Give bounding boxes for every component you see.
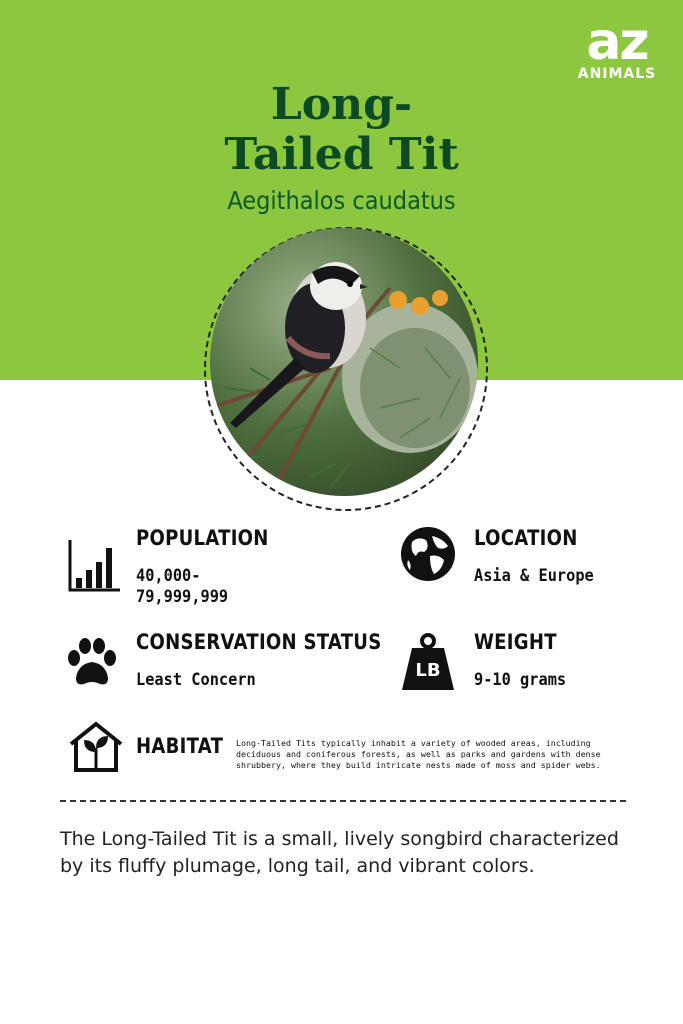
habitat-value: Long-Tailed Tits typically inhabit a variety of wooded areas, including deciduous and coniferous forests, as well as parks and gardens with dense shrubbery, where they build intricate nests made of moss and spider webs. [236,738,601,770]
animal-description: The Long-Tailed Tit is a small, lively songbird characterized by its fluffy plumage, long tail, and vibrant colors. [60,828,619,877]
conservation-status-label: CONSERVATION STATUS [136,630,382,654]
weight-value: 9-10 grams [474,670,567,690]
page-title [0,80,683,180]
az-animals-logo[interactable] [573,12,661,82]
house-plant-icon [66,718,126,778]
weight-label: WEIGHT [474,630,557,654]
title-line-1: Long- [270,79,413,130]
weight-icon-text: LB [415,660,441,681]
logo-az-text: az [586,12,648,72]
globe-icon [398,524,458,584]
bar-chart-icon [66,536,126,596]
bird-photo [210,228,478,496]
population-value: 40,000- 79,999,999 [136,566,229,607]
weight-lb-icon [398,632,458,692]
section-divider [60,800,626,802]
title-line-2: Tailed Tit [224,129,459,180]
scientific-name: Aegithalos caudatus [227,186,456,215]
population-label: POPULATION [136,526,269,550]
paw-print-icon [62,634,122,694]
logo-animals-text: ANIMALS [577,66,657,82]
location-label: LOCATION [474,526,578,550]
conservation-status-value: Least Concern [136,670,256,690]
habitat-label: HABITAT [136,734,224,758]
location-value: Asia & Europe [474,566,594,586]
